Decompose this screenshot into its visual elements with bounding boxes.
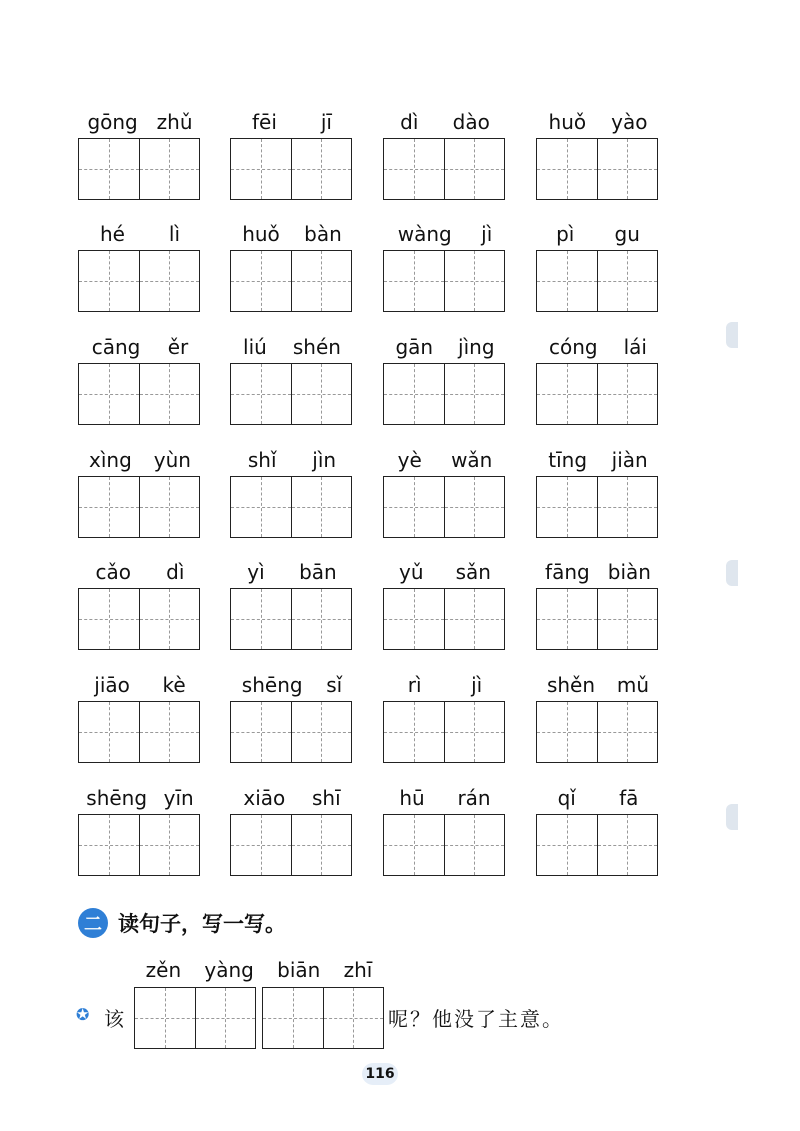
writing-box[interactable] bbox=[231, 702, 291, 762]
word-cell bbox=[383, 220, 507, 310]
word-cell bbox=[383, 108, 507, 198]
writing-box-pair[interactable] bbox=[230, 476, 352, 538]
pinyin-label bbox=[230, 671, 354, 699]
writing-box-pair[interactable] bbox=[536, 814, 658, 876]
pinyin-syllable: jiàn bbox=[611, 448, 648, 472]
pinyin-label bbox=[536, 784, 660, 812]
word-cell bbox=[536, 220, 660, 310]
pinyin-label bbox=[230, 558, 354, 586]
writing-box[interactable] bbox=[231, 139, 291, 199]
pinyin-syllable: wàng bbox=[397, 222, 452, 246]
word-cell bbox=[230, 108, 354, 198]
sentence-lead-text: 该 bbox=[104, 1007, 124, 1031]
writing-box[interactable] bbox=[291, 815, 352, 875]
word-cell bbox=[383, 333, 507, 423]
writing-box[interactable] bbox=[231, 477, 291, 537]
writing-box[interactable] bbox=[291, 702, 352, 762]
pinyin-syllable: biàn bbox=[607, 560, 651, 584]
pinyin-syllable: sǎn bbox=[455, 560, 491, 584]
pinyin-syllable: jī bbox=[320, 110, 332, 134]
sentence-pinyin: zhī bbox=[343, 958, 373, 982]
writing-box[interactable] bbox=[231, 251, 291, 311]
pinyin-label bbox=[536, 108, 660, 136]
writing-box[interactable] bbox=[597, 477, 658, 537]
pinyin-syllable: kè bbox=[162, 673, 186, 697]
writing-box[interactable] bbox=[323, 988, 384, 1048]
word-cell bbox=[78, 333, 202, 423]
writing-box-pair[interactable] bbox=[230, 138, 352, 200]
writing-box[interactable] bbox=[384, 364, 444, 424]
pinyin-label bbox=[536, 558, 660, 586]
pinyin-syllable: jiāo bbox=[94, 673, 130, 697]
word-cell bbox=[536, 333, 660, 423]
pinyin-label bbox=[383, 333, 507, 361]
section-title: 读句子，写一写。 bbox=[118, 912, 286, 936]
writing-box[interactable] bbox=[291, 364, 352, 424]
sentence-tail-text: 呢？他没了主意。 bbox=[388, 1007, 564, 1031]
pinyin-label bbox=[78, 558, 202, 586]
pinyin-syllable: yè bbox=[397, 448, 422, 472]
pinyin-syllable: shī bbox=[311, 786, 341, 810]
pinyin-syllable: yào bbox=[611, 110, 648, 134]
pinyin-syllable: dì bbox=[166, 560, 185, 584]
writing-box[interactable] bbox=[537, 139, 597, 199]
word-cell bbox=[536, 671, 660, 761]
word-cell bbox=[536, 784, 660, 874]
pinyin-syllable: qǐ bbox=[557, 786, 576, 810]
writing-box[interactable] bbox=[231, 364, 291, 424]
sentence-pinyin: zěn bbox=[145, 958, 182, 982]
pinyin-label bbox=[383, 671, 507, 699]
pinyin-syllable: rán bbox=[457, 786, 491, 810]
word-cell bbox=[383, 784, 507, 874]
writing-box-pair[interactable] bbox=[383, 701, 505, 763]
writing-box[interactable] bbox=[79, 139, 139, 199]
pinyin-syllable: lì bbox=[168, 222, 181, 246]
writing-box-pair[interactable] bbox=[262, 987, 384, 1049]
pinyin-syllable: yì bbox=[247, 560, 265, 584]
writing-box[interactable] bbox=[444, 139, 505, 199]
star-icon: ✪ bbox=[76, 1005, 90, 1024]
writing-box-pair[interactable] bbox=[78, 588, 200, 650]
pinyin-label bbox=[383, 446, 507, 474]
pinyin-syllable: dào bbox=[452, 110, 490, 134]
page-edge-tab bbox=[726, 322, 738, 348]
pinyin-label bbox=[78, 671, 202, 699]
writing-box[interactable] bbox=[597, 589, 658, 649]
pinyin-label bbox=[78, 108, 202, 136]
writing-box[interactable] bbox=[597, 815, 658, 875]
writing-box-pair[interactable] bbox=[536, 701, 658, 763]
pinyin-syllable: shēng bbox=[241, 673, 303, 697]
pinyin-syllable: huǒ bbox=[548, 110, 587, 134]
pinyin-syllable: xiāo bbox=[243, 786, 286, 810]
writing-box[interactable] bbox=[291, 477, 352, 537]
sentence-pinyin: biān bbox=[277, 958, 321, 982]
writing-box-pair[interactable] bbox=[230, 588, 352, 650]
pinyin-syllable: jì bbox=[481, 222, 493, 246]
writing-box[interactable] bbox=[384, 589, 444, 649]
writing-box[interactable] bbox=[597, 139, 658, 199]
word-cell bbox=[78, 558, 202, 648]
section-header bbox=[78, 908, 286, 938]
pinyin-syllable: bān bbox=[299, 560, 337, 584]
writing-box[interactable] bbox=[384, 139, 444, 199]
pinyin-label bbox=[230, 108, 354, 136]
word-cell bbox=[383, 671, 507, 761]
pinyin-label bbox=[78, 784, 202, 812]
writing-box[interactable] bbox=[444, 251, 505, 311]
writing-box[interactable] bbox=[291, 139, 352, 199]
writing-box[interactable] bbox=[291, 589, 352, 649]
writing-box[interactable] bbox=[139, 589, 200, 649]
writing-box-pair[interactable] bbox=[536, 588, 658, 650]
writing-box-pair[interactable] bbox=[78, 250, 200, 312]
pinyin-syllable: zhǔ bbox=[156, 110, 193, 134]
pinyin-syllable: bàn bbox=[304, 222, 342, 246]
writing-box[interactable] bbox=[231, 589, 291, 649]
writing-box[interactable] bbox=[384, 251, 444, 311]
pinyin-syllable: hū bbox=[399, 786, 425, 810]
writing-box[interactable] bbox=[139, 139, 200, 199]
pinyin-syllable: shēng bbox=[86, 786, 148, 810]
word-cell bbox=[536, 446, 660, 536]
sentence-pinyin: yàng bbox=[204, 958, 254, 982]
writing-box-pair[interactable] bbox=[536, 138, 658, 200]
pinyin-syllable: ěr bbox=[167, 335, 189, 359]
pinyin-syllable: wǎn bbox=[451, 448, 493, 472]
writing-box[interactable] bbox=[139, 815, 200, 875]
writing-box[interactable] bbox=[597, 364, 658, 424]
pinyin-syllable: jìn bbox=[312, 448, 337, 472]
pinyin-syllable: shěn bbox=[546, 673, 596, 697]
writing-box[interactable] bbox=[444, 477, 505, 537]
pinyin-syllable: rì bbox=[407, 673, 422, 697]
word-cell bbox=[230, 220, 354, 310]
pinyin-label bbox=[78, 333, 202, 361]
pinyin-syllable: sǐ bbox=[326, 673, 343, 697]
writing-box[interactable] bbox=[291, 251, 352, 311]
sentence-pinyin-row bbox=[134, 955, 384, 985]
writing-box[interactable] bbox=[537, 477, 597, 537]
writing-box[interactable] bbox=[79, 364, 139, 424]
pinyin-label bbox=[230, 784, 354, 812]
writing-box[interactable] bbox=[79, 477, 139, 537]
word-cell bbox=[230, 784, 354, 874]
pinyin-syllable: jìng bbox=[458, 335, 495, 359]
writing-box-pair[interactable] bbox=[536, 250, 658, 312]
writing-box-pair[interactable] bbox=[230, 814, 352, 876]
pinyin-label bbox=[383, 108, 507, 136]
page-edge-tab bbox=[726, 560, 738, 586]
pinyin-label bbox=[230, 446, 354, 474]
word-cell bbox=[78, 220, 202, 310]
writing-box-pair[interactable] bbox=[134, 987, 256, 1049]
writing-box-pair[interactable] bbox=[536, 476, 658, 538]
writing-box-pair[interactable] bbox=[78, 814, 200, 876]
pinyin-syllable: tīng bbox=[548, 448, 588, 472]
pinyin-syllable: pì bbox=[556, 222, 575, 246]
writing-box[interactable] bbox=[537, 589, 597, 649]
sentence-exercise bbox=[76, 955, 676, 1055]
pinyin-syllable: gān bbox=[395, 335, 434, 359]
pinyin-label bbox=[383, 220, 507, 248]
pinyin-syllable: fā bbox=[619, 786, 639, 810]
pinyin-syllable: yīn bbox=[163, 786, 194, 810]
writing-box[interactable] bbox=[139, 364, 200, 424]
writing-box[interactable] bbox=[384, 815, 444, 875]
writing-box[interactable] bbox=[444, 815, 505, 875]
pinyin-syllable: fēi bbox=[251, 110, 277, 134]
writing-box[interactable] bbox=[79, 702, 139, 762]
pinyin-syllable: dì bbox=[400, 110, 419, 134]
writing-box-pair[interactable] bbox=[230, 250, 352, 312]
writing-box[interactable] bbox=[231, 815, 291, 875]
word-cell bbox=[230, 446, 354, 536]
writing-box[interactable] bbox=[444, 702, 505, 762]
writing-box[interactable] bbox=[195, 988, 256, 1048]
writing-box[interactable] bbox=[537, 364, 597, 424]
word-cell bbox=[78, 671, 202, 761]
word-cell bbox=[383, 558, 507, 648]
writing-box[interactable] bbox=[263, 988, 323, 1048]
pinyin-label bbox=[230, 333, 354, 361]
writing-box[interactable] bbox=[139, 251, 200, 311]
pinyin-syllable: liú bbox=[243, 335, 267, 359]
pinyin-syllable: cǎo bbox=[95, 560, 132, 584]
writing-box[interactable] bbox=[537, 815, 597, 875]
pinyin-syllable: shén bbox=[292, 335, 341, 359]
pinyin-syllable: xìng bbox=[89, 448, 132, 472]
page-edge-tab bbox=[726, 804, 738, 830]
writing-box-pair[interactable] bbox=[383, 363, 505, 425]
writing-box[interactable] bbox=[79, 815, 139, 875]
writing-box-pair[interactable] bbox=[78, 138, 200, 200]
writing-box-pair[interactable] bbox=[78, 701, 200, 763]
writing-box[interactable] bbox=[79, 251, 139, 311]
word-cell bbox=[383, 446, 507, 536]
writing-box[interactable] bbox=[537, 251, 597, 311]
pinyin-label bbox=[536, 220, 660, 248]
word-cell bbox=[536, 558, 660, 648]
writing-box[interactable] bbox=[597, 702, 658, 762]
pinyin-label bbox=[383, 784, 507, 812]
pinyin-syllable: yùn bbox=[153, 448, 191, 472]
writing-box[interactable] bbox=[444, 364, 505, 424]
pinyin-label bbox=[78, 220, 202, 248]
writing-box[interactable] bbox=[597, 251, 658, 311]
pinyin-label bbox=[78, 446, 202, 474]
pinyin-syllable: gōng bbox=[87, 110, 138, 134]
writing-box[interactable] bbox=[79, 589, 139, 649]
pinyin-label bbox=[383, 558, 507, 586]
pinyin-syllable: lái bbox=[623, 335, 647, 359]
word-cell bbox=[78, 446, 202, 536]
writing-box[interactable] bbox=[135, 988, 195, 1048]
writing-box-pair[interactable] bbox=[78, 363, 200, 425]
section-number-badge: 二 bbox=[78, 908, 108, 938]
word-cell bbox=[230, 558, 354, 648]
writing-box[interactable] bbox=[139, 702, 200, 762]
word-cell bbox=[78, 108, 202, 198]
writing-box-pair[interactable] bbox=[230, 701, 352, 763]
writing-box[interactable] bbox=[537, 702, 597, 762]
writing-box[interactable] bbox=[384, 477, 444, 537]
writing-box-pair[interactable] bbox=[383, 588, 505, 650]
writing-box-pair[interactable] bbox=[230, 363, 352, 425]
pinyin-label bbox=[536, 333, 660, 361]
writing-box-pair[interactable] bbox=[383, 476, 505, 538]
pinyin-syllable: yǔ bbox=[399, 560, 424, 584]
writing-box-pair[interactable] bbox=[383, 138, 505, 200]
pinyin-syllable: jì bbox=[471, 673, 483, 697]
writing-box[interactable] bbox=[139, 477, 200, 537]
pinyin-syllable: hé bbox=[99, 222, 125, 246]
pinyin-syllable: gu bbox=[614, 222, 640, 246]
writing-box[interactable] bbox=[384, 702, 444, 762]
pinyin-syllable: fāng bbox=[545, 560, 590, 584]
writing-box-pair[interactable] bbox=[78, 476, 200, 538]
pinyin-syllable: huǒ bbox=[242, 222, 280, 246]
writing-box-pair[interactable] bbox=[383, 814, 505, 876]
word-cell bbox=[536, 108, 660, 198]
pinyin-label bbox=[536, 671, 660, 699]
word-cell bbox=[230, 671, 354, 761]
page-number: 116 bbox=[362, 1063, 398, 1085]
word-cell bbox=[230, 333, 354, 423]
writing-box-pair[interactable] bbox=[536, 363, 658, 425]
writing-box[interactable] bbox=[444, 589, 505, 649]
pinyin-syllable: cāng bbox=[91, 335, 141, 359]
word-cell bbox=[78, 784, 202, 874]
pinyin-label bbox=[230, 220, 354, 248]
writing-box-pair[interactable] bbox=[383, 250, 505, 312]
pinyin-syllable: mǔ bbox=[616, 673, 650, 697]
pinyin-syllable: cóng bbox=[549, 335, 598, 359]
pinyin-syllable: shǐ bbox=[247, 448, 277, 472]
pinyin-label bbox=[536, 446, 660, 474]
